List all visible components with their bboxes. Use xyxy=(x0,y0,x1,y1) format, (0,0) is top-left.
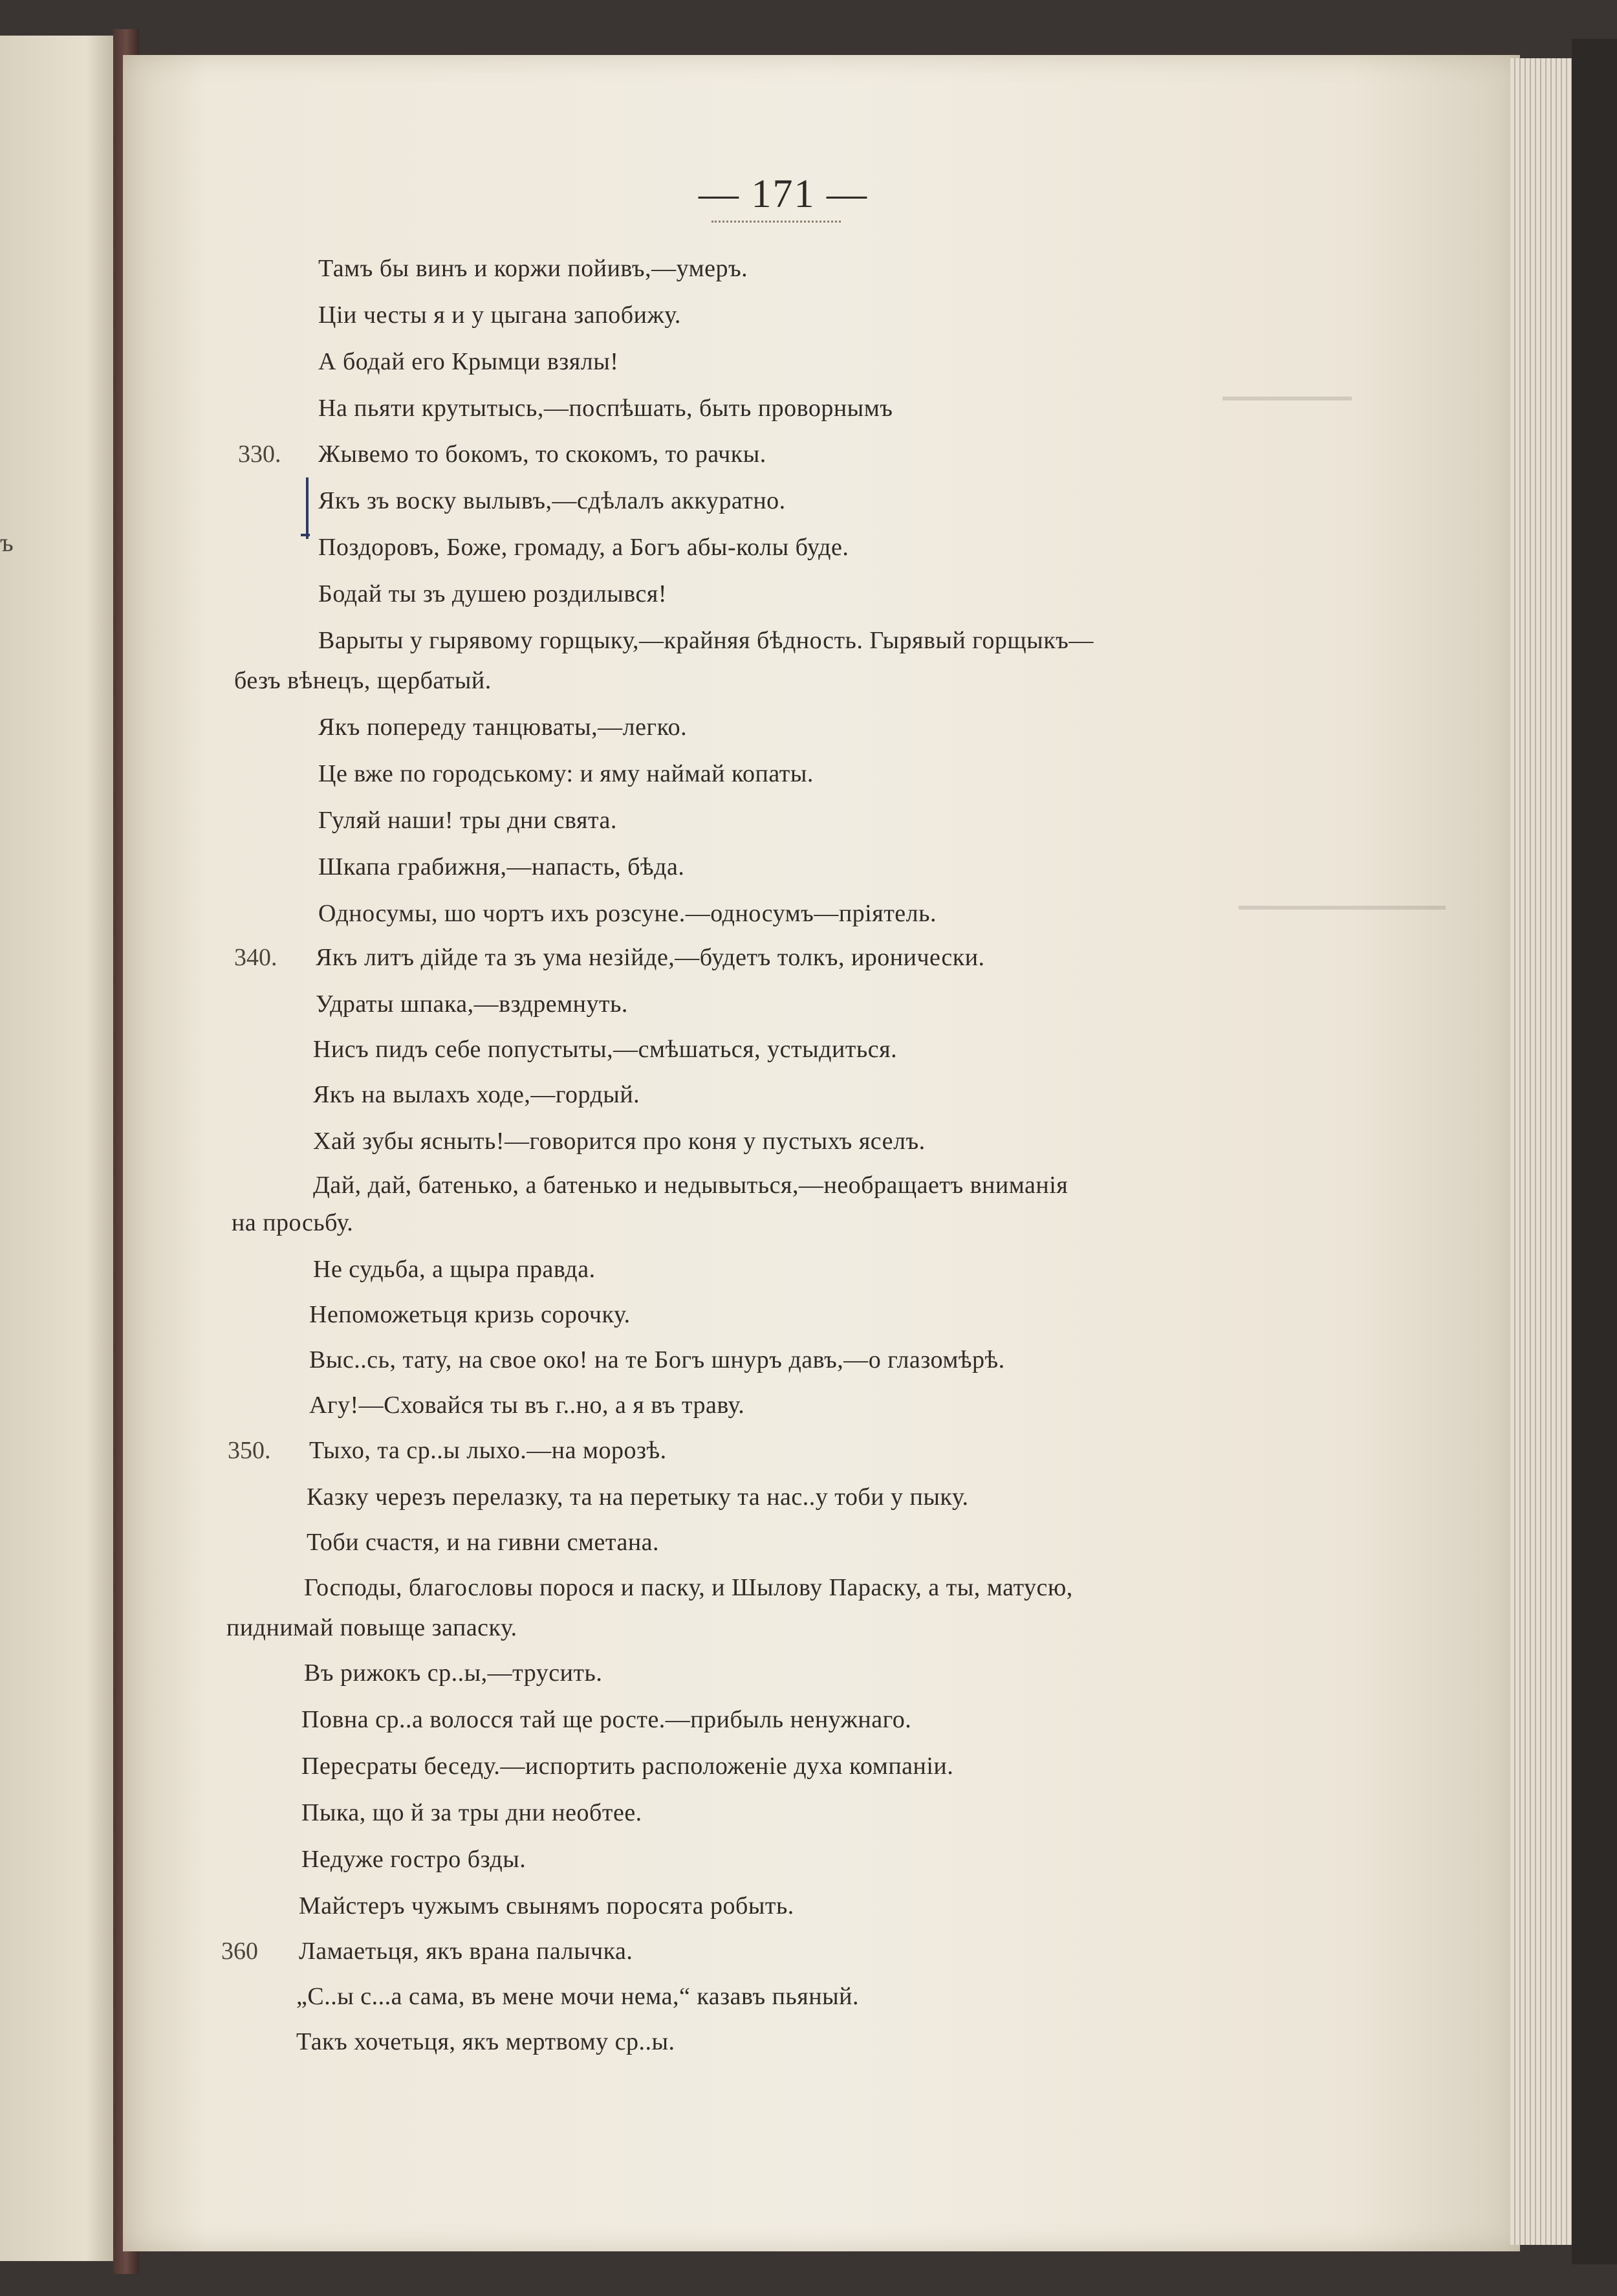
text-line: Хай зубы ясныть!—говорится про коня у пустыхъ яселъ. xyxy=(313,1128,926,1155)
text-line: Односумы, шо чортъ ихъ розсуне.—односумъ—прiятель. xyxy=(318,900,937,927)
text-line: Агу!—Сховайся ты въ г..но, а я въ траву. xyxy=(309,1392,745,1419)
text-line: Якъ литъ дiйде та зъ ума незiйде,—будетъ толкъ, иронически. xyxy=(316,944,985,971)
ink-smear xyxy=(1222,397,1352,400)
text-line: Тамъ бы винъ и коржи пойивъ,—умеръ. xyxy=(318,255,748,282)
text-line: Не судьба, а щыра правда. xyxy=(313,1256,596,1283)
ink-smear xyxy=(1239,906,1446,910)
text-line: Такъ хочетьця, якъ мертвому ср..ы. xyxy=(296,2028,675,2055)
page-number-ornament xyxy=(711,217,841,223)
text-line: Недуже гостро бзды. xyxy=(301,1846,526,1873)
text-line: Пересраты беседу.—испортить расположенiе духа компанiи. xyxy=(301,1753,954,1780)
text-line: Выс..сь, тату, на свое око! на те Богъ шнуръ давъ,—о глазомѣрѣ. xyxy=(309,1346,1005,1373)
text-line: Це вже по городському: и яму наймай копаты. xyxy=(318,760,814,787)
text-line: Господы, благословы порося и паску, и Шылову Параску, а ты, матусю, xyxy=(304,1574,1073,1601)
text-line: безъ вѣнецъ, щербатый. xyxy=(234,667,492,694)
text-line: пиднимай повыще запаску. xyxy=(226,1614,517,1641)
text-line: Цiи честы я и у цыгана запобижу. xyxy=(318,301,681,329)
page-stack-edges xyxy=(1510,58,1572,2245)
line-number: 330. xyxy=(238,441,281,468)
left-page-fragment: ъ xyxy=(0,528,14,557)
text-line: Нисъ пидъ себе попустыты,—смѣшаться, устыдиться. xyxy=(313,1036,898,1063)
text-line: Тыхо, та ср..ы лыхо.—на морозѣ. xyxy=(309,1437,667,1464)
line-number: 350. xyxy=(228,1437,271,1464)
margin-bracket-mark xyxy=(306,477,309,539)
text-line: Казку черезъ перелазку, та на перетыку та нас..у тоби у пыку. xyxy=(307,1483,969,1511)
text-line: Варыты у гырявому горщыку,—крайняя бѣдность. Гырявый горщыкъ— xyxy=(318,627,1094,654)
text-line: Майстеръ чужымъ свынямъ поросята робыть. xyxy=(299,1892,794,1919)
text-line: „С..ы с...а сама, въ мене мочи нема,“ казавъ пьяный. xyxy=(296,1983,859,2010)
line-number: 340. xyxy=(234,944,277,971)
margin-bracket-hook xyxy=(301,534,310,536)
text-line: Повна ср..а волосся тай ще росте.—прибыль ненужнаго. xyxy=(301,1706,912,1733)
text-line: Ламаетьця, якъ врана палычка. xyxy=(299,1938,633,1965)
text-line: Якъ зъ воску вылывъ,—сдѣлалъ аккуратно. xyxy=(318,487,786,514)
text-line: Дай, дай, батенько, а батенько и недывыться,—необращаетъ вниманiя xyxy=(313,1172,1069,1199)
text-line: Якъ попереду танцюваты,—легко. xyxy=(318,714,688,741)
text-line: Въ рижокъ ср..ы,—трусить. xyxy=(304,1659,603,1687)
text-line: Жывемо то бокомъ, то скокомъ, то рачкы. xyxy=(318,441,766,468)
left-page-edge xyxy=(0,36,123,2261)
page-number: — 171 — xyxy=(699,172,868,216)
text-line: На пьяти крутытысь,—поспѣшать, быть проворнымъ xyxy=(318,395,893,422)
line-number: 360 xyxy=(221,1938,258,1965)
text-line: Гуляй наши! тры дни свята. xyxy=(318,807,617,834)
text-line: Удраты шпака,—вздремнуть. xyxy=(316,990,628,1018)
text-line: Бодай ты зъ душею роздилывся! xyxy=(318,580,667,607)
text-line: Якъ на вылахъ ходе,—гордый. xyxy=(313,1081,640,1108)
right-board xyxy=(1572,39,1617,2264)
text-line: А бодай его Крымци взялы! xyxy=(318,348,619,375)
text-line: Шкапа грабижня,—напасть, бѣда. xyxy=(318,853,685,880)
text-line: Непоможетьця кризь сорочку. xyxy=(309,1301,631,1328)
text-line: на просьбу. xyxy=(232,1209,354,1236)
text-line: Пыка, що й за тры дни необтее. xyxy=(301,1799,642,1826)
text-line: Поздоровъ, Боже, громаду, а Богъ абы-колы буде. xyxy=(318,534,849,561)
text-line: Тоби счастя, и на гивни сметана. xyxy=(307,1529,660,1556)
